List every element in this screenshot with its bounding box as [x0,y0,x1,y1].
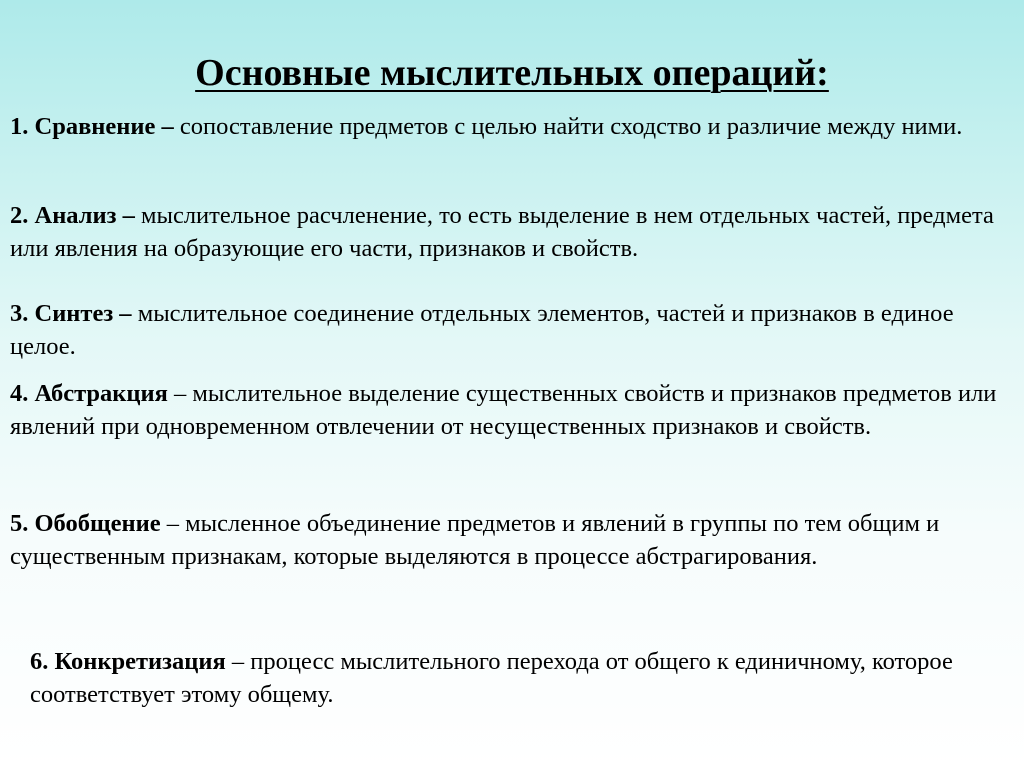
item-definition: мыслительное расчленение, то есть выделение в нем отдельных частей, предмета или явления на образующие его части, признаков и свойств. [10,202,994,262]
item-definition: сопоставление предметов с целью найти сходство и различие между ними. [173,113,963,140]
item-term: 4. Абстракция [10,380,168,407]
slide-title: Основные мыслительных операций: [195,52,829,94]
item-term: 2. Анализ – [10,202,135,229]
list-item-analysis [10,199,1015,265]
list-item-abstraction [10,377,1015,443]
item-definition: мыслительное соединение отдельных элементов, частей и признаков в единое целое. [10,300,954,360]
item-definition: – мыслительное выделение существенных свойств и признаков предметов или явлений при одновременном отвлечении от несущественных признаков и свойств. [10,380,997,440]
item-term: 3. Синтез – [10,300,132,327]
item-definition: – мысленное объединение предметов и явлений в группы по тем общим и существенным признакам, которые выделяются в процессе абстрагирования. [10,510,940,570]
item-term: 5. Обобщение [10,510,161,537]
item-term: 6. Конкретизация [30,648,226,675]
list-item-synthesis [10,297,1015,363]
item-term: 1. Сравнение – [10,113,174,140]
list-item-comparison [10,110,1015,143]
list-item-generalization [10,507,1015,573]
list-item-concretization [30,645,1015,711]
item-definition: – процесс мыслительного перехода от общего к единичному, которое соответствует этому общему. [30,648,953,708]
